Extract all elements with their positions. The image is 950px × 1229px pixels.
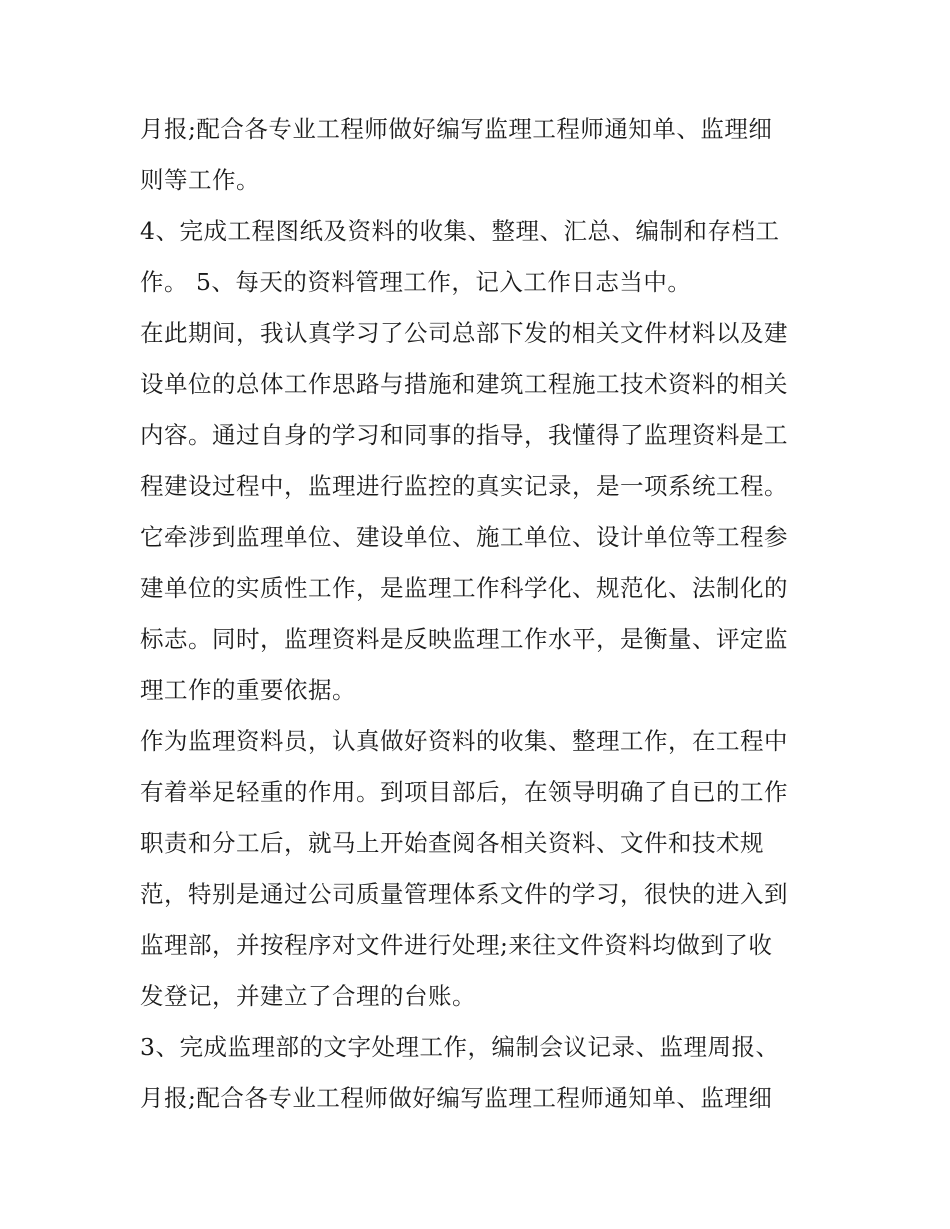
text-line: 发登记，并建立了合理的台账。: [140, 982, 476, 1010]
text-line: 内容。通过自身的学习和同事的指导，我懂得了监理资料是工: [140, 421, 788, 449]
text-line: 作。 5、每天的资料管理工作，记入工作日志当中。: [140, 268, 692, 296]
text-line: 范，特别是通过公司质量管理体系文件的学习，很快的进入到: [140, 880, 788, 908]
text-line: 月报;配合各专业工程师做好编写监理工程师通知单、监理细: [140, 1084, 773, 1112]
text-line: 3、完成监理部的文字处理工作，编制会议记录、监理周报、: [140, 1033, 780, 1061]
text-line: 职责和分工后，就马上开始查阅各相关资料、文件和技术规: [140, 829, 764, 857]
text-line: 设单位的总体工作思路与措施和建筑工程施工技术资料的相关: [140, 370, 788, 398]
text-line: 建单位的实质性工作，是监理工作科学化、规范化、法制化的: [140, 574, 788, 602]
document-body: [140, 104, 820, 1124]
text-line: 它牵涉到监理单位、建设单位、施工单位、设计单位等工程参: [140, 523, 788, 551]
text-line: 则等工作。: [140, 166, 260, 194]
text-line: 4、完成工程图纸及资料的收集、整理、汇总、编制和存档工: [140, 217, 780, 245]
text-line: 作为监理资料员，认真做好资料的收集、整理工作，在工程中: [140, 727, 788, 755]
text-line: 在此期间，我认真学习了公司总部下发的相关文件材料以及建: [140, 319, 788, 347]
text-line: 理工作的重要依据。: [140, 676, 356, 704]
text-line: 标志。同时，监理资料是反映监理工作水平，是衡量、评定监: [140, 625, 788, 653]
text-line: 有着举足轻重的作用。到项目部后，在领导明确了自已的工作: [140, 778, 788, 806]
text-line: 月报;配合各专业工程师做好编写监理工程师通知单、监理细: [140, 115, 773, 143]
text-line: 监理部，并按程序对文件进行处理;来往文件资料均做到了收: [140, 931, 773, 959]
text-line: 程建设过程中，监理进行监控的真实记录，是一项系统工程。: [140, 472, 788, 500]
